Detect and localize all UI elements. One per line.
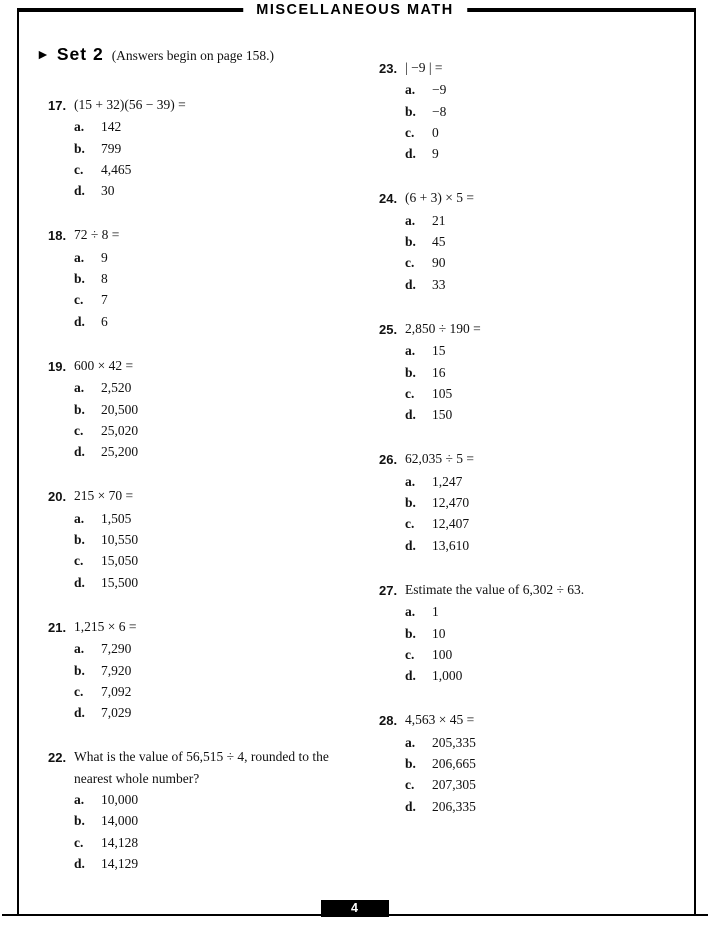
answer-option <box>74 268 379 289</box>
answer-option <box>405 122 688 143</box>
question-number: 24. <box>379 191 398 207</box>
answer-option <box>405 274 688 295</box>
answer-option <box>405 404 688 425</box>
question-head <box>48 485 379 507</box>
question-number: 23. <box>379 61 398 76</box>
answer-option <box>74 853 379 874</box>
option-letter: b. <box>405 756 416 772</box>
answer-option <box>405 143 688 164</box>
options-list <box>74 247 379 332</box>
option-value: 9 <box>432 146 439 162</box>
question-number: 20. <box>48 489 67 505</box>
answer-option <box>405 231 688 252</box>
option-value: 150 <box>432 407 453 423</box>
question-head <box>379 57 688 79</box>
option-value: 7,920 <box>101 662 132 678</box>
option-value: −9 <box>432 82 447 98</box>
page-header-title: MISCELLANEOUS MATH <box>243 2 467 18</box>
answer-option <box>74 529 379 550</box>
option-letter: b. <box>405 495 416 511</box>
option-letter: d. <box>405 668 416 684</box>
answer-option <box>74 638 379 659</box>
answer-option <box>74 832 379 853</box>
option-letter: b. <box>74 813 85 829</box>
option-letter: b. <box>405 103 416 119</box>
option-letter: a. <box>405 473 416 489</box>
question-number: 17. <box>48 98 67 113</box>
question-item <box>379 187 688 294</box>
option-value: 9 <box>101 249 108 265</box>
option-value: 142 <box>101 119 122 135</box>
option-value: 33 <box>432 276 446 292</box>
option-letter: d. <box>74 444 85 460</box>
option-value: 7,029 <box>101 705 132 721</box>
option-value: 14,000 <box>101 813 139 829</box>
options-list <box>405 340 688 425</box>
option-letter: c. <box>74 553 84 569</box>
option-value: 100 <box>432 646 453 662</box>
option-letter: c. <box>405 385 415 401</box>
question-list-left <box>48 94 379 874</box>
option-value: 10,550 <box>101 532 139 548</box>
set-title: Set 2 <box>56 44 104 64</box>
option-value: 14,128 <box>101 834 139 850</box>
answer-option <box>405 383 688 404</box>
option-value: 4,465 <box>101 161 132 177</box>
option-letter: c. <box>405 646 415 662</box>
answer-option <box>74 420 379 441</box>
options-list <box>74 116 379 201</box>
answer-option <box>74 441 379 462</box>
option-value: 12,407 <box>432 516 470 532</box>
option-letter: a. <box>74 641 85 657</box>
question-head <box>379 318 688 340</box>
option-value: 1,505 <box>101 510 132 526</box>
question-head <box>48 746 379 789</box>
answer-option <box>74 180 379 201</box>
option-letter: c. <box>74 834 84 850</box>
option-value: 105 <box>432 385 453 401</box>
question-item <box>48 94 379 201</box>
option-letter: b. <box>405 364 416 380</box>
question-head <box>379 187 688 209</box>
option-letter: c. <box>405 255 415 271</box>
option-value: 25,020 <box>101 422 139 438</box>
option-letter: a. <box>405 82 416 98</box>
question-stem: (15 + 32)(56 − 39) = <box>74 97 186 112</box>
answer-option <box>74 311 379 332</box>
option-value: 205,335 <box>432 734 476 750</box>
option-value: 6 <box>101 313 108 329</box>
answer-option <box>405 362 688 383</box>
option-letter: c. <box>405 516 415 532</box>
option-letter: a. <box>405 212 416 228</box>
option-letter: d. <box>74 313 85 329</box>
question-number: 22. <box>48 750 67 766</box>
triangle-marker-icon: ► <box>36 48 50 63</box>
option-value: 799 <box>101 140 122 156</box>
answer-option <box>74 399 379 420</box>
option-letter: a. <box>74 380 85 396</box>
answer-option <box>405 623 688 644</box>
question-item <box>48 616 379 723</box>
option-letter: d. <box>74 183 85 199</box>
answer-option <box>74 508 379 529</box>
option-letter: c. <box>405 124 415 140</box>
options-list <box>74 789 379 874</box>
option-letter: d. <box>405 798 416 814</box>
question-item <box>379 448 688 555</box>
option-value: 15,500 <box>101 574 139 590</box>
option-letter: a. <box>74 510 85 526</box>
page-content <box>36 44 688 897</box>
option-letter: d. <box>405 537 416 553</box>
options-list <box>405 79 688 164</box>
question-number: 19. <box>48 358 67 374</box>
answer-option <box>74 289 379 310</box>
question-item <box>379 709 688 816</box>
answer-option <box>405 535 688 556</box>
options-list <box>405 732 688 817</box>
option-value: −8 <box>432 103 447 119</box>
question-stem: 215 × 70 = <box>74 488 134 504</box>
options-list <box>405 471 688 556</box>
option-value: 90 <box>432 255 446 271</box>
option-letter: c. <box>74 422 84 438</box>
set-heading <box>36 44 379 65</box>
option-value: 10,000 <box>101 792 139 808</box>
question-stem: What is the value of 56,515 ÷ 4, rounded to the nearest whole number? <box>74 749 329 786</box>
option-value: 7,092 <box>101 683 132 699</box>
option-letter: b. <box>74 532 85 548</box>
answer-option <box>405 210 688 231</box>
answer-option <box>405 774 688 795</box>
option-value: 30 <box>101 183 115 199</box>
option-letter: d. <box>405 407 416 423</box>
option-letter: c. <box>74 292 84 308</box>
answer-option <box>405 252 688 273</box>
option-value: 16 <box>432 364 446 380</box>
option-letter: d. <box>74 574 85 590</box>
option-letter: b. <box>74 140 85 156</box>
question-item <box>379 579 688 686</box>
option-value: 15,050 <box>101 553 139 569</box>
option-letter: b. <box>74 662 85 678</box>
question-stem: Estimate the value of 6,302 ÷ 63. <box>405 581 585 597</box>
option-letter: d. <box>74 855 85 871</box>
question-number: 21. <box>48 619 67 635</box>
question-item <box>48 746 379 874</box>
answer-option <box>405 665 688 686</box>
question-stem: 1,215 × 6 = <box>74 618 137 634</box>
option-value: 207,305 <box>432 777 476 793</box>
option-value: 25,200 <box>101 444 139 460</box>
option-letter: b. <box>74 401 85 417</box>
option-letter: d. <box>74 705 85 721</box>
question-stem: 72 ÷ 8 = <box>74 227 120 243</box>
option-value: 12,470 <box>432 495 470 511</box>
option-letter: c. <box>405 777 415 793</box>
option-value: 206,335 <box>432 798 476 814</box>
page-number-badge: 4 <box>321 900 389 917</box>
option-letter: a. <box>405 604 416 620</box>
answer-option <box>405 513 688 534</box>
answer-option <box>74 377 379 398</box>
answer-option <box>405 644 688 665</box>
option-value: 14,129 <box>101 855 139 871</box>
answer-option <box>405 732 688 753</box>
option-value: 7,290 <box>101 641 132 657</box>
answer-option <box>74 789 379 810</box>
set-note: (Answers begin on page 158.) <box>111 48 275 63</box>
question-stem: | −9 | = <box>405 60 443 75</box>
option-value: 8 <box>101 271 108 287</box>
question-head <box>48 224 379 246</box>
answer-option <box>405 753 688 774</box>
question-stem: 4,563 × 45 = <box>405 712 475 728</box>
question-item <box>48 485 379 592</box>
option-letter: b. <box>405 625 416 641</box>
left-column <box>36 44 379 897</box>
answer-option <box>74 138 379 159</box>
option-letter: a. <box>74 119 85 135</box>
option-value: 15 <box>432 343 446 359</box>
option-letter: a. <box>405 343 416 359</box>
question-stem: 62,035 ÷ 5 = <box>405 451 475 467</box>
answer-option <box>405 340 688 361</box>
option-letter: b. <box>74 271 85 287</box>
option-letter: c. <box>74 161 84 177</box>
option-value: 10 <box>432 625 446 641</box>
answer-option <box>74 116 379 137</box>
answer-option <box>74 810 379 831</box>
option-value: 1,247 <box>432 473 463 489</box>
question-stem: 600 × 42 = <box>74 357 134 373</box>
options-list <box>74 638 379 723</box>
answer-option <box>405 79 688 100</box>
question-number: 26. <box>379 452 398 468</box>
options-list <box>405 601 688 686</box>
option-letter: a. <box>405 734 416 750</box>
question-number: 18. <box>48 228 67 244</box>
question-item <box>379 318 688 425</box>
answer-option <box>74 660 379 681</box>
answer-option <box>405 492 688 513</box>
options-list <box>74 508 379 593</box>
option-value: 7 <box>101 292 108 308</box>
option-letter: c. <box>74 683 84 699</box>
answer-option <box>405 471 688 492</box>
question-number: 28. <box>379 713 398 729</box>
option-letter: a. <box>74 792 85 808</box>
option-value: 20,500 <box>101 401 139 417</box>
question-head <box>48 355 379 377</box>
options-list <box>405 210 688 295</box>
right-column <box>379 44 688 897</box>
option-value: 2,520 <box>101 380 132 396</box>
option-value: 21 <box>432 212 446 228</box>
option-value: 1 <box>432 604 439 620</box>
option-letter: d. <box>405 146 416 162</box>
question-head <box>48 94 379 116</box>
option-value: 1,000 <box>432 668 463 684</box>
question-number: 27. <box>379 582 398 598</box>
answer-option <box>405 601 688 622</box>
answer-option <box>74 247 379 268</box>
question-item <box>379 57 688 164</box>
answer-option <box>74 681 379 702</box>
option-value: 206,665 <box>432 756 476 772</box>
question-number: 25. <box>379 321 398 337</box>
question-head <box>48 616 379 638</box>
option-value: 45 <box>432 234 446 250</box>
option-letter: a. <box>74 249 85 265</box>
question-item <box>48 224 379 331</box>
answer-option <box>74 572 379 593</box>
option-letter: b. <box>405 234 416 250</box>
option-value: 13,610 <box>432 537 470 553</box>
question-head <box>379 579 688 601</box>
option-value: 0 <box>432 124 439 140</box>
question-head <box>379 709 688 731</box>
question-stem: 2,850 ÷ 190 = <box>405 320 481 336</box>
answer-option <box>74 159 379 180</box>
option-letter: d. <box>405 276 416 292</box>
answer-option <box>74 702 379 723</box>
question-list-right <box>379 57 688 817</box>
question-head <box>379 448 688 470</box>
question-item <box>48 355 379 462</box>
answer-option <box>405 796 688 817</box>
answer-option <box>74 550 379 571</box>
question-stem: (6 + 3) × 5 = <box>405 190 474 206</box>
answer-option <box>405 101 688 122</box>
options-list <box>74 377 379 462</box>
